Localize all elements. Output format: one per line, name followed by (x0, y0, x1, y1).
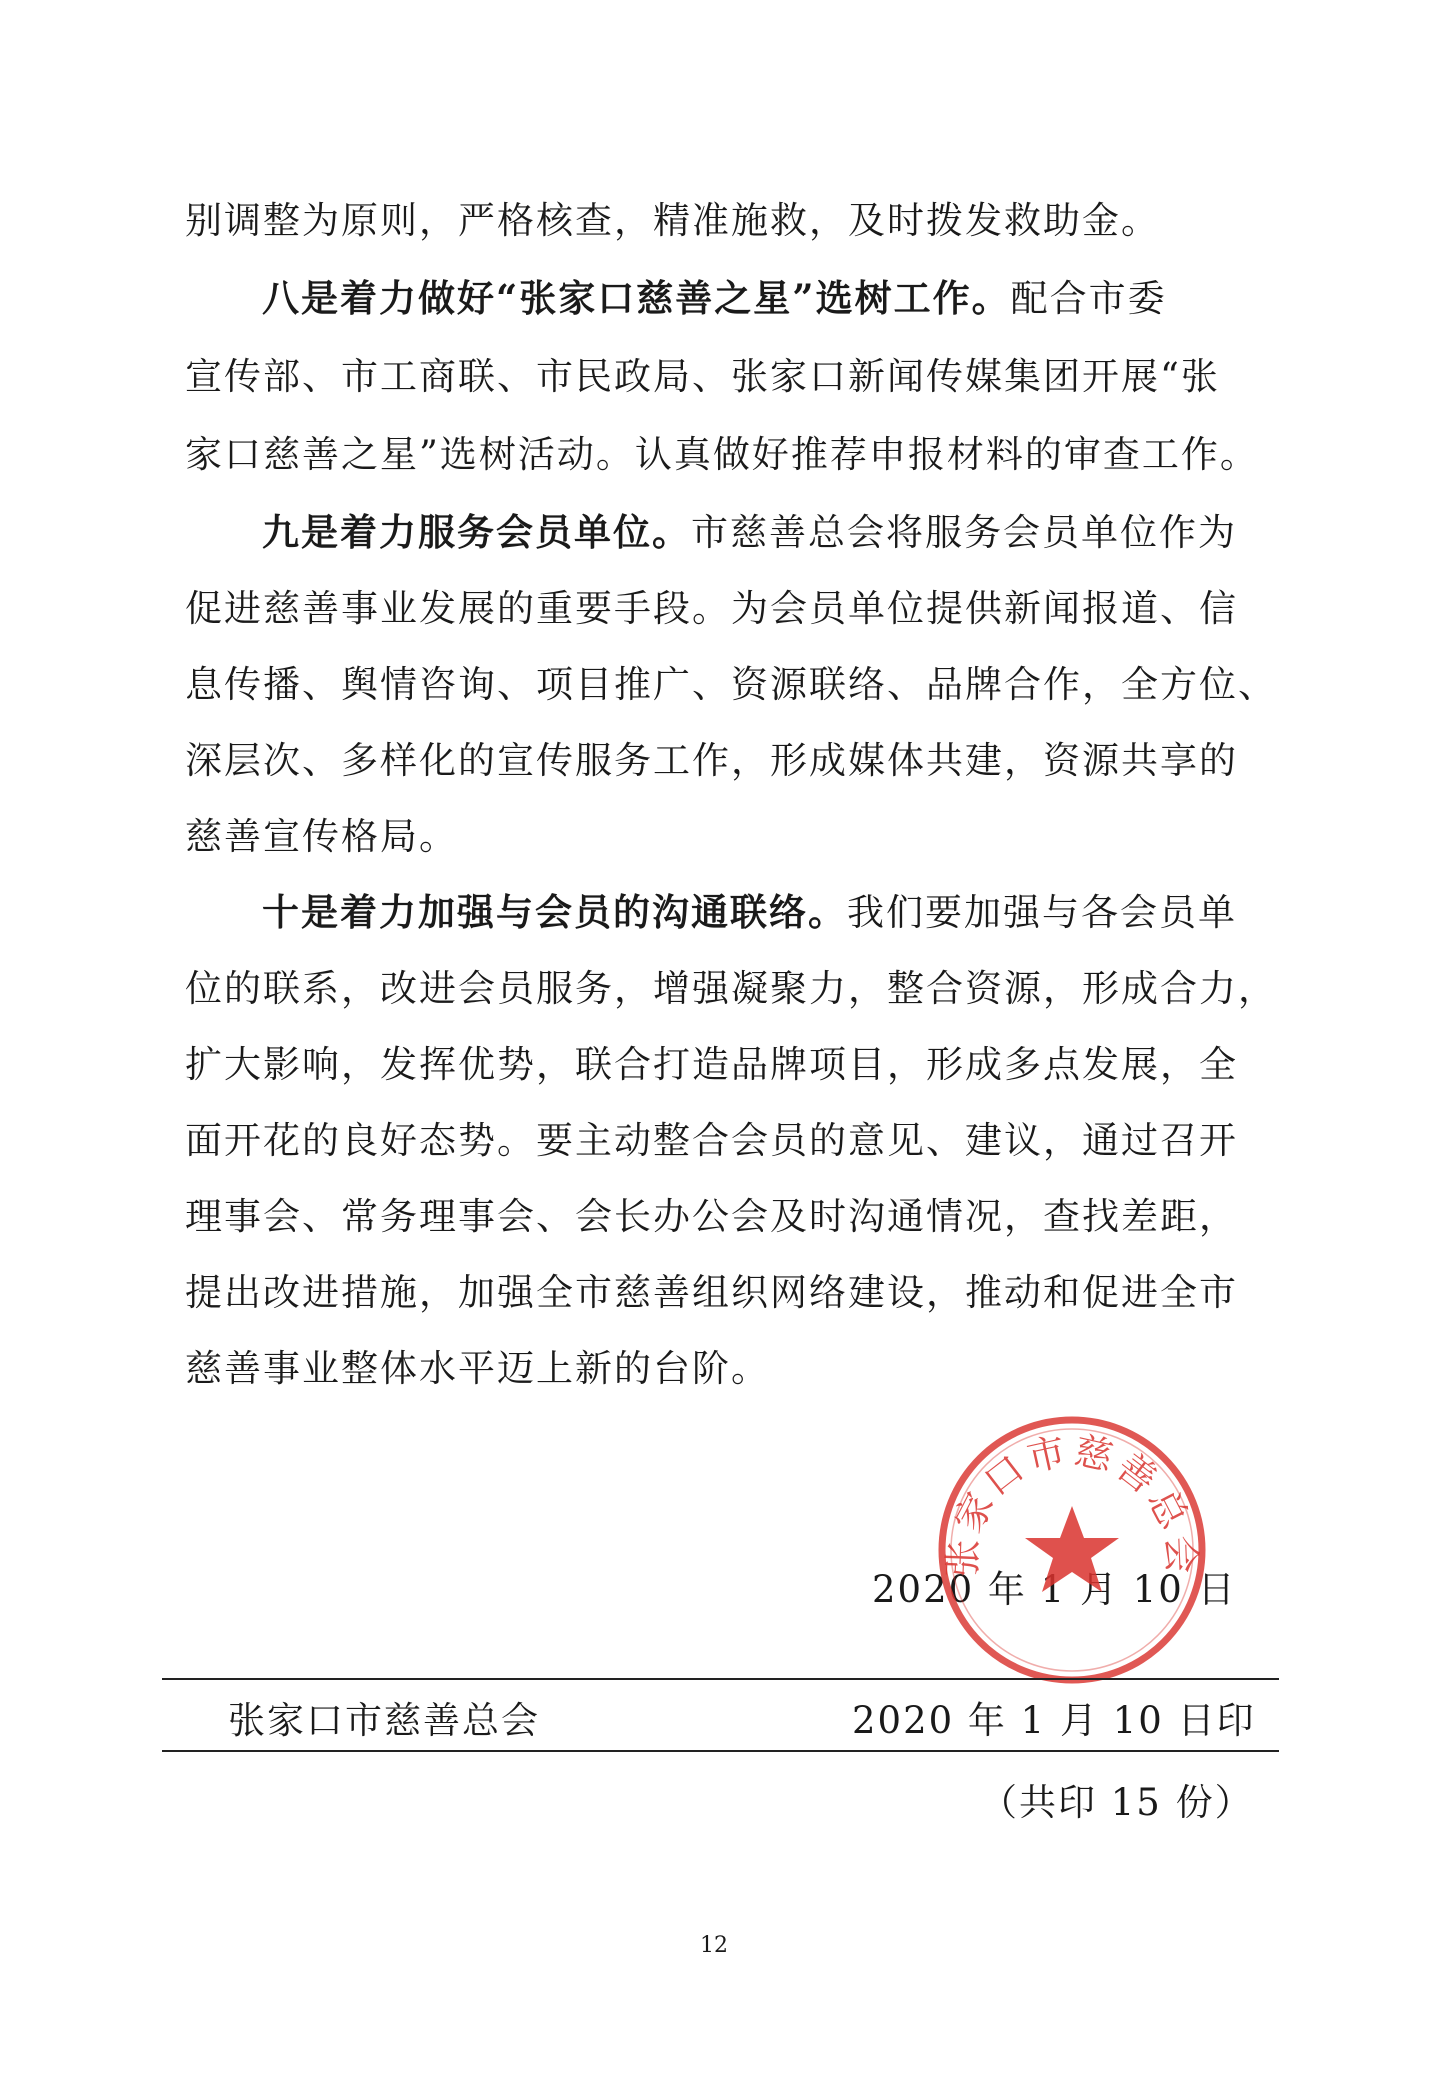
paragraph-text: 我们要加强与各会员单 (847, 891, 1237, 934)
body-line (185, 354, 1255, 399)
paragraph-text: 家口慈善之星”选树活动。认真做好推荐申报材料的审查工作。 (185, 433, 1259, 476)
paragraph-text: 慈善事业整体水平迈上新的台阶。 (185, 1347, 770, 1390)
body-line (185, 1346, 1255, 1391)
paragraph-text: 面开花的良好态势。要主动整合会员的意见、建议，通过召开 (185, 1119, 1238, 1162)
paragraph-text: 促进慈善事业发展的重要手段。为会员单位提供新闻报道、信 (185, 587, 1238, 630)
body-line (262, 890, 1332, 935)
paragraph-text: 宣传部、市工商联、市民政局、张家口新闻传媒集团开展“张 (185, 355, 1220, 398)
print-copies: （共印 15 份） (980, 1781, 1254, 1824)
official-seal-icon (932, 1410, 1212, 1690)
footer-bottom-rule (162, 1750, 1279, 1752)
body-line (262, 510, 1332, 555)
paragraph-text: 市慈善总会将服务会员单位作为 (691, 511, 1237, 554)
paragraph-lead: 十是着力加强与会员的沟通联络。 (262, 890, 847, 934)
page-number: 12 (700, 1933, 728, 1958)
body-line (185, 1194, 1255, 1239)
paragraph-text: 扩大影响，发挥优势，联合打造品牌项目，形成多点发展，全 (185, 1043, 1238, 1086)
paragraph-text: 深层次、多样化的宣传服务工作，形成媒体共建，资源共享的 (185, 739, 1238, 782)
paragraph-lead: 九是着力服务会员单位。 (262, 510, 691, 554)
body-line (185, 586, 1255, 631)
signature-date: 2020 年 1 月 10 日 (872, 1568, 1237, 1611)
body-line (185, 738, 1255, 783)
footer-print-date: 2020 年 1 月 10 日印 (852, 1699, 1256, 1742)
body-line (185, 966, 1277, 1011)
footer-top-rule (162, 1678, 1279, 1680)
seal-star-icon (1025, 1506, 1119, 1592)
paragraph-text: 慈善宣传格局。 (185, 815, 458, 858)
paragraph-text: 位的联系，改进会员服务，增强凝聚力，整合资源，形成合力， (185, 967, 1277, 1010)
body-line (262, 276, 1332, 321)
paragraph-text: 别调整为原则，严格核查，精准施救，及时拨发救助金。 (185, 199, 1160, 242)
body-line (185, 662, 1277, 707)
footer-organization: 张家口市慈善总会 (228, 1699, 540, 1742)
paragraph-text: 理事会、常务理事会、会长办公会及时沟通情况，查找差距， (185, 1195, 1238, 1238)
body-line (185, 1270, 1255, 1315)
paragraph-text: 提出改进措施，加强全市慈善组织网络建设，推动和促进全市 (185, 1271, 1238, 1314)
body-line (185, 198, 1255, 243)
paragraph-text: 息传播、舆情咨询、项目推广、资源联络、品牌合作，全方位、 (185, 663, 1277, 706)
body-line (185, 1118, 1255, 1163)
body-line (185, 1042, 1255, 1087)
seal-text: 张家口市慈善总会 (940, 1428, 1204, 1579)
paragraph-text: 配合市委 (1010, 277, 1167, 320)
body-line (185, 432, 1259, 477)
body-line (185, 814, 1255, 859)
paragraph-lead: 八是着力做好“张家口慈善之星”选树工作。 (262, 276, 1011, 320)
